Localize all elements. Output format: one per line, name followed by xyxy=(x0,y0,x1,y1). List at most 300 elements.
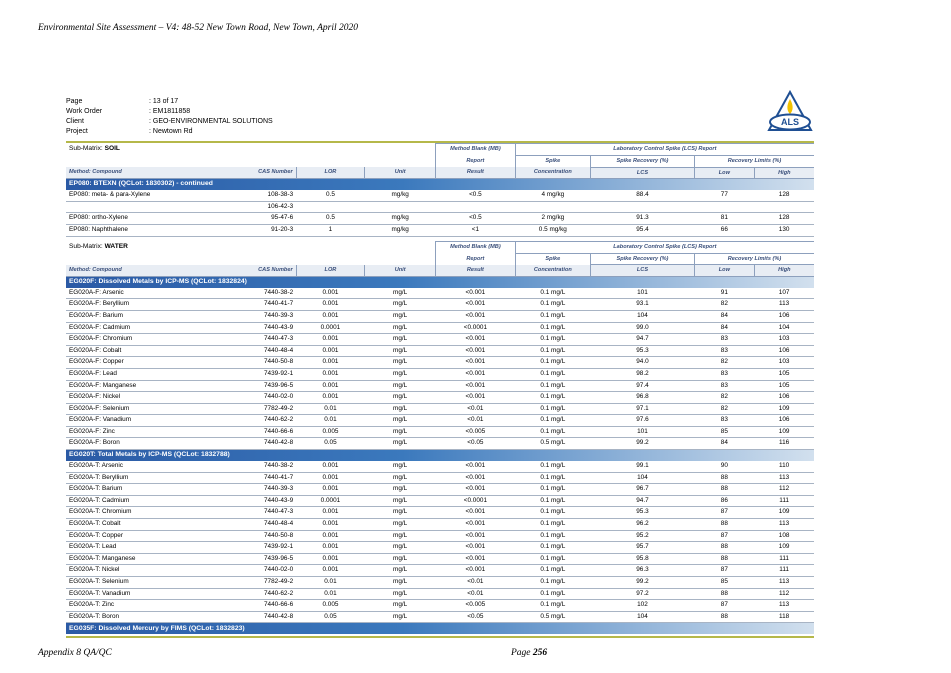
spike-cell: 0.1 mg/L xyxy=(515,426,590,438)
lcs-cell: 96.3 xyxy=(590,565,694,577)
unit-cell: mg/L xyxy=(365,484,436,496)
lor-cell: 0.05 xyxy=(296,611,365,623)
table-row xyxy=(66,224,814,236)
compound-cell: EG020A-T: Barium xyxy=(66,484,232,496)
lor-cell: 0.001 xyxy=(296,542,365,554)
cas-cell: 7440-42-8 xyxy=(232,438,296,450)
lcs-cell: 97.4 xyxy=(590,380,694,392)
lcs-cell: 99.2 xyxy=(590,438,694,450)
spike-cell: 0.1 mg/L xyxy=(515,403,590,415)
als-logo xyxy=(766,89,814,137)
cas-cell: 7439-96-5 xyxy=(232,380,296,392)
cas-cell: 7440-66-6 xyxy=(232,426,296,438)
low-cell: 83 xyxy=(694,380,754,392)
lcs-cell: 97.1 xyxy=(590,403,694,415)
compound-cell: EG020A-T: Copper xyxy=(66,530,232,542)
table-row xyxy=(66,588,814,600)
meta-page-label: Page xyxy=(66,98,83,105)
lor-cell: 0.001 xyxy=(296,553,365,565)
low-cell: 90 xyxy=(694,461,754,472)
lcs-cell: 95.4 xyxy=(590,224,694,236)
table-row xyxy=(66,415,814,427)
compound-cell: EG020A-F: Nickel xyxy=(66,392,232,404)
low-cell: 85 xyxy=(694,577,754,589)
low-cell: 77 xyxy=(694,190,754,201)
unit-cell: mg/L xyxy=(365,542,436,554)
spike-cell: 0.1 mg/L xyxy=(515,577,590,589)
compound-cell: EG020A-F: Vanadium xyxy=(66,415,232,427)
report-meta xyxy=(66,97,814,139)
cas-cell: 7440-42-8 xyxy=(232,611,296,623)
table-row xyxy=(66,577,814,589)
lor-cell: 0.5 xyxy=(296,213,365,225)
table-row xyxy=(66,368,814,380)
result-cell: <0.5 xyxy=(436,213,516,225)
high-cell: 109 xyxy=(754,426,814,438)
spike-cell: 0.1 mg/L xyxy=(515,519,590,531)
lcs-cell: 104 xyxy=(590,310,694,322)
lor-cell: 0.01 xyxy=(296,577,365,589)
low-cell: 66 xyxy=(694,224,754,236)
table-row xyxy=(66,213,814,225)
btexn-section-title: EP080: BTEXN (QCLot: 1830302) - continued xyxy=(66,179,814,191)
meta-project-label: Project xyxy=(66,128,88,135)
compound-cell: EG020A-F: Copper xyxy=(66,357,232,369)
result-cell: <0.001 xyxy=(436,484,516,496)
table-row xyxy=(66,438,814,450)
cas-cell: 106-42-3 xyxy=(232,201,296,213)
mercury-section-title xyxy=(66,623,814,635)
unit-cell: mg/L xyxy=(365,415,436,427)
low-cell: 87 xyxy=(694,565,754,577)
dissolved-mercury-title: EG035F: Dissolved Mercury by FIMS (QCLot: 1832823) xyxy=(66,623,814,635)
lcs-cell: 104 xyxy=(590,611,694,623)
unit-cell: mg/kg xyxy=(365,213,436,225)
low-cell: 88 xyxy=(694,484,754,496)
compound-cell: EP080: ortho-Xylene xyxy=(66,213,232,225)
cas-cell: 7440-48-4 xyxy=(232,519,296,531)
cas-cell: 7439-92-1 xyxy=(232,542,296,554)
document-footer-left: Appendix 8 QA/QC xyxy=(38,648,112,658)
spike-cell: 0.1 mg/L xyxy=(515,310,590,322)
spike-cell xyxy=(515,201,590,213)
qc-table-water xyxy=(66,241,814,635)
unit-cell: mg/L xyxy=(365,380,436,392)
compound-cell: EG020A-T: Selenium xyxy=(66,577,232,589)
compound-cell: EG020A-F: Lead xyxy=(66,368,232,380)
lcs-cell: 104 xyxy=(590,472,694,484)
qc-report xyxy=(66,97,814,638)
result-cell: <0.001 xyxy=(436,345,516,357)
spike-cell: 0.1 mg/L xyxy=(515,542,590,554)
page-label: Page xyxy=(511,648,531,658)
high-cell: 108 xyxy=(754,530,814,542)
lcs-cell: 97.6 xyxy=(590,415,694,427)
col-result: Result xyxy=(436,167,516,179)
high-cell xyxy=(754,201,814,213)
high-cell: 111 xyxy=(754,553,814,565)
spike-cell: 0.1 mg/L xyxy=(515,380,590,392)
high-cell: 130 xyxy=(754,224,814,236)
high-cell: 113 xyxy=(754,519,814,531)
unit-cell: mg/L xyxy=(365,368,436,380)
low-cell: 82 xyxy=(694,299,754,311)
lor-cell: 0.005 xyxy=(296,600,365,612)
spike-cell: 0.1 mg/L xyxy=(515,392,590,404)
cas-cell: 7782-49-2 xyxy=(232,577,296,589)
spike-cell: 0.1 mg/L xyxy=(515,553,590,565)
spike-cell: 0.1 mg/L xyxy=(515,600,590,612)
result-cell: <0.001 xyxy=(436,553,516,565)
lor-cell: 0.001 xyxy=(296,288,365,299)
high-cell: 106 xyxy=(754,345,814,357)
table-row xyxy=(66,565,814,577)
result-cell: <0.05 xyxy=(436,611,516,623)
cas-cell: 7440-38-2 xyxy=(232,461,296,472)
cas-cell: 7440-39-3 xyxy=(232,310,296,322)
spike-recovery-header: Spike Recovery (%) xyxy=(590,156,694,168)
meta-work-order-label: Work Order xyxy=(66,108,103,115)
cas-cell: 7440-47-3 xyxy=(232,334,296,346)
cas-cell: 7439-92-1 xyxy=(232,368,296,380)
compound-cell: EG020A-T: Lead xyxy=(66,542,232,554)
cas-cell: 7782-49-2 xyxy=(232,403,296,415)
result-cell: <0.5 xyxy=(436,190,516,201)
compound-cell: EP080: Naphthalene xyxy=(66,224,232,236)
lor-cell: 0.005 xyxy=(296,426,365,438)
cas-cell: 7440-43-9 xyxy=(232,495,296,507)
col-lcs: LCS xyxy=(590,265,694,277)
spike-cell: 0.1 mg/L xyxy=(515,588,590,600)
lcs-cell: 99.2 xyxy=(590,577,694,589)
cas-cell: 108-38-3 xyxy=(232,190,296,201)
lor-cell: 0.5 xyxy=(296,190,365,201)
result-cell: <0.05 xyxy=(436,438,516,450)
result-cell: <0.001 xyxy=(436,299,516,311)
spike-cell: 0.1 mg/L xyxy=(515,288,590,299)
unit-cell xyxy=(365,201,436,213)
high-cell: 103 xyxy=(754,334,814,346)
compound-cell: EG020A-T: Chromium xyxy=(66,507,232,519)
compound-cell: EG020A-F: Barium xyxy=(66,310,232,322)
result-cell: <0.001 xyxy=(436,334,516,346)
low-cell: 87 xyxy=(694,600,754,612)
cas-cell: 7440-62-2 xyxy=(232,415,296,427)
lor-cell: 0.001 xyxy=(296,565,365,577)
spike-header: Spike xyxy=(515,156,590,168)
lcs-cell: 95.3 xyxy=(590,345,694,357)
cas-cell: 7440-39-3 xyxy=(232,484,296,496)
col-high: High xyxy=(754,167,814,179)
table-row xyxy=(66,542,814,554)
lor-cell: 0.001 xyxy=(296,380,365,392)
low-cell: 88 xyxy=(694,553,754,565)
recovery-limits-header: Recovery Limits (%) xyxy=(694,156,814,168)
low-cell: 84 xyxy=(694,322,754,334)
compound-cell: EG020A-T: Nickel xyxy=(66,565,232,577)
high-cell: 116 xyxy=(754,438,814,450)
table-row xyxy=(66,288,814,299)
compound-cell: EG020A-F: Manganese xyxy=(66,380,232,392)
low-cell: 91 xyxy=(694,288,754,299)
low-cell: 83 xyxy=(694,368,754,380)
soil-section-title xyxy=(66,179,814,191)
lcs-cell: 101 xyxy=(590,288,694,299)
document-footer-page xyxy=(511,648,547,658)
table-row xyxy=(66,299,814,311)
spike-cell: 0.5 mg/kg xyxy=(515,224,590,236)
high-cell: 107 xyxy=(754,288,814,299)
low-cell: 88 xyxy=(694,472,754,484)
result-cell: <0.01 xyxy=(436,588,516,600)
col-cas-number: CAS Number xyxy=(232,265,296,277)
table-row xyxy=(66,357,814,369)
low-cell: 86 xyxy=(694,495,754,507)
soil-header-row-1 xyxy=(66,144,814,156)
spike-cell: 0.1 mg/L xyxy=(515,472,590,484)
result-cell: <0.001 xyxy=(436,357,516,369)
col-low: Low xyxy=(694,265,754,277)
compound-cell: EG020A-T: Arsenic xyxy=(66,461,232,472)
low-cell: 88 xyxy=(694,611,754,623)
lcs-cell: 99.0 xyxy=(590,322,694,334)
compound-cell: EG020A-F: Cadmium xyxy=(66,322,232,334)
table-row xyxy=(66,345,814,357)
compound-cell: EG020A-F: Beryllium xyxy=(66,299,232,311)
table-row xyxy=(66,461,814,472)
low-cell: 88 xyxy=(694,519,754,531)
low-cell: 83 xyxy=(694,415,754,427)
high-cell: 105 xyxy=(754,368,814,380)
spike-cell: 0.1 mg/L xyxy=(515,357,590,369)
lor-cell: 0.001 xyxy=(296,472,365,484)
meta-project-value: : Newtown Rd xyxy=(149,128,193,135)
document-header: Environmental Site Assessment – V4: 48-52 New Town Road, New Town, April 2020 xyxy=(38,23,359,33)
lcs-cell: 94.0 xyxy=(590,357,694,369)
spike-cell: 0.1 mg/L xyxy=(515,507,590,519)
table-row xyxy=(66,530,814,542)
result-cell: <0.01 xyxy=(436,577,516,589)
high-cell: 109 xyxy=(754,507,814,519)
spike-cell: 0.1 mg/L xyxy=(515,299,590,311)
soil-header-row-2 xyxy=(66,156,814,168)
lcs-cell: 102 xyxy=(590,600,694,612)
unit-cell: mg/L xyxy=(365,519,436,531)
lor-cell: 0.001 xyxy=(296,310,365,322)
lor-cell: 0.001 xyxy=(296,484,365,496)
lcs-cell xyxy=(590,201,694,213)
compound-cell: EP080: meta- & para-Xylene xyxy=(66,190,232,201)
unit-cell: mg/L xyxy=(365,299,436,311)
high-cell: 104 xyxy=(754,322,814,334)
unit-cell: mg/L xyxy=(365,334,436,346)
low-cell: 82 xyxy=(694,403,754,415)
lor-cell: 0.001 xyxy=(296,345,365,357)
result-cell: <0.01 xyxy=(436,403,516,415)
table-row xyxy=(66,507,814,519)
table-row xyxy=(66,190,814,201)
table-row xyxy=(66,611,814,623)
compound-cell: EG020A-T: Manganese xyxy=(66,553,232,565)
result-cell: <0.001 xyxy=(436,519,516,531)
low-cell: 87 xyxy=(694,507,754,519)
lcs-cell: 91.3 xyxy=(590,213,694,225)
spike-cell: 2 mg/kg xyxy=(515,213,590,225)
compound-cell: EG020A-T: Cadmium xyxy=(66,495,232,507)
report-header: Report xyxy=(436,253,516,265)
cas-cell: 7439-96-5 xyxy=(232,553,296,565)
result-cell: <0.001 xyxy=(436,380,516,392)
compound-cell: EG020A-F: Boron xyxy=(66,438,232,450)
result-cell: <1 xyxy=(436,224,516,236)
col-lcs: LCS xyxy=(590,167,694,179)
unit-cell: mg/L xyxy=(365,288,436,299)
col-concentration: Concentration xyxy=(515,265,590,277)
low-cell: 82 xyxy=(694,392,754,404)
col-unit: Unit xyxy=(365,167,436,179)
spike-cell: 0.5 mg/L xyxy=(515,611,590,623)
high-cell: 105 xyxy=(754,380,814,392)
result-cell: <0.001 xyxy=(436,530,516,542)
unit-cell: mg/L xyxy=(365,495,436,507)
compound-cell: EG020A-F: Arsenic xyxy=(66,288,232,299)
high-cell: 112 xyxy=(754,484,814,496)
lor-cell xyxy=(296,201,365,213)
unit-cell: mg/L xyxy=(365,403,436,415)
compound-cell: EG020A-T: Beryllium xyxy=(66,472,232,484)
lcs-cell: 94.7 xyxy=(590,334,694,346)
result-cell: <0.001 xyxy=(436,542,516,554)
table-row xyxy=(66,322,814,334)
unit-cell: mg/L xyxy=(365,310,436,322)
cas-cell: 7440-02-0 xyxy=(232,565,296,577)
spike-cell: 0.1 mg/L xyxy=(515,415,590,427)
unit-cell: mg/kg xyxy=(365,190,436,201)
unit-cell: mg/L xyxy=(365,461,436,472)
lcs-cell: 93.1 xyxy=(590,299,694,311)
table-row xyxy=(66,310,814,322)
lcs-cell: 96.8 xyxy=(590,392,694,404)
spike-recovery-header: Spike Recovery (%) xyxy=(590,253,694,265)
low-cell xyxy=(694,201,754,213)
spike-cell: 0.1 mg/L xyxy=(515,322,590,334)
unit-cell: mg/L xyxy=(365,530,436,542)
spike-cell: 0.1 mg/L xyxy=(515,345,590,357)
lcs-cell: 95.8 xyxy=(590,553,694,565)
table-row xyxy=(66,334,814,346)
meta-client-value: : GEO-ENVIRONMENTAL SOLUTIONS xyxy=(149,118,273,125)
cas-cell: 7440-41-7 xyxy=(232,299,296,311)
unit-cell: mg/L xyxy=(365,507,436,519)
lcs-cell: 95.2 xyxy=(590,530,694,542)
compound-cell: EG020A-T: Cobalt xyxy=(66,519,232,531)
water-header-row-2 xyxy=(66,253,814,265)
low-cell: 88 xyxy=(694,542,754,554)
unit-cell: mg/L xyxy=(365,357,436,369)
total-metals-title: EG020T: Total Metals by ICP-MS (QCLot: 1832788) xyxy=(66,450,814,462)
high-cell: 128 xyxy=(754,213,814,225)
result-cell xyxy=(436,201,516,213)
high-cell: 111 xyxy=(754,495,814,507)
lor-cell: 0.001 xyxy=(296,461,365,472)
result-cell: <0.001 xyxy=(436,310,516,322)
high-cell: 106 xyxy=(754,310,814,322)
total-section-title xyxy=(66,450,814,462)
lor-cell: 0.05 xyxy=(296,438,365,450)
high-cell: 111 xyxy=(754,565,814,577)
unit-cell: mg/L xyxy=(365,438,436,450)
high-cell: 106 xyxy=(754,415,814,427)
cas-cell: 7440-43-9 xyxy=(232,322,296,334)
high-cell: 118 xyxy=(754,611,814,623)
lor-cell: 0.001 xyxy=(296,392,365,404)
table-row xyxy=(66,380,814,392)
spike-cell: 0.1 mg/L xyxy=(515,565,590,577)
low-cell: 87 xyxy=(694,530,754,542)
unit-cell: mg/L xyxy=(365,611,436,623)
high-cell: 103 xyxy=(754,357,814,369)
low-cell: 85 xyxy=(694,426,754,438)
compound-cell: EG020A-F: Cobalt xyxy=(66,345,232,357)
meta-work-order-value: : EM1811858 xyxy=(149,108,191,115)
cas-cell: 7440-38-2 xyxy=(232,288,296,299)
table-row xyxy=(66,553,814,565)
spike-cell: 0.1 mg/L xyxy=(515,334,590,346)
recovery-limits-header: Recovery Limits (%) xyxy=(694,253,814,265)
high-cell: 113 xyxy=(754,600,814,612)
method-blank-header: Method Blank (MB) xyxy=(436,144,516,156)
lor-cell: 0.001 xyxy=(296,519,365,531)
result-cell: <0.001 xyxy=(436,507,516,519)
low-cell: 84 xyxy=(694,310,754,322)
high-cell: 106 xyxy=(754,392,814,404)
lcs-cell: 97.2 xyxy=(590,588,694,600)
compound-cell: EG020A-T: Boron xyxy=(66,611,232,623)
low-cell: 81 xyxy=(694,213,754,225)
bottom-rule xyxy=(66,636,814,638)
cas-cell: 95-47-6 xyxy=(232,213,296,225)
soil-column-headers xyxy=(66,167,814,179)
unit-cell: mg/L xyxy=(365,472,436,484)
lor-cell: 1 xyxy=(296,224,365,236)
lor-cell: 0.0001 xyxy=(296,322,365,334)
spike-cell: 0.1 mg/L xyxy=(515,495,590,507)
result-cell: <0.0001 xyxy=(436,495,516,507)
dissolved-section-title xyxy=(66,276,814,288)
high-cell: 109 xyxy=(754,403,814,415)
lcs-cell: 95.7 xyxy=(590,542,694,554)
lcs-cell: 99.1 xyxy=(590,461,694,472)
col-cas-number: CAS Number xyxy=(232,167,296,179)
lcs-cell: 98.2 xyxy=(590,368,694,380)
lor-cell: 0.001 xyxy=(296,530,365,542)
compound-cell: EG020A-T: Vanadium xyxy=(66,588,232,600)
table-row xyxy=(66,600,814,612)
high-cell: 128 xyxy=(754,190,814,201)
meta-client-label: Client xyxy=(66,118,84,125)
lcs-cell: 94.7 xyxy=(590,495,694,507)
col-lor: LOR xyxy=(296,167,365,179)
report-header: Report xyxy=(436,156,516,168)
spike-cell: 0.1 mg/L xyxy=(515,368,590,380)
unit-cell: mg/L xyxy=(365,426,436,438)
cas-cell: 7440-41-7 xyxy=(232,472,296,484)
lor-cell: 0.001 xyxy=(296,357,365,369)
col-high: High xyxy=(754,265,814,277)
lcs-cell: 96.2 xyxy=(590,519,694,531)
result-cell: <0.0001 xyxy=(436,322,516,334)
high-cell: 113 xyxy=(754,577,814,589)
